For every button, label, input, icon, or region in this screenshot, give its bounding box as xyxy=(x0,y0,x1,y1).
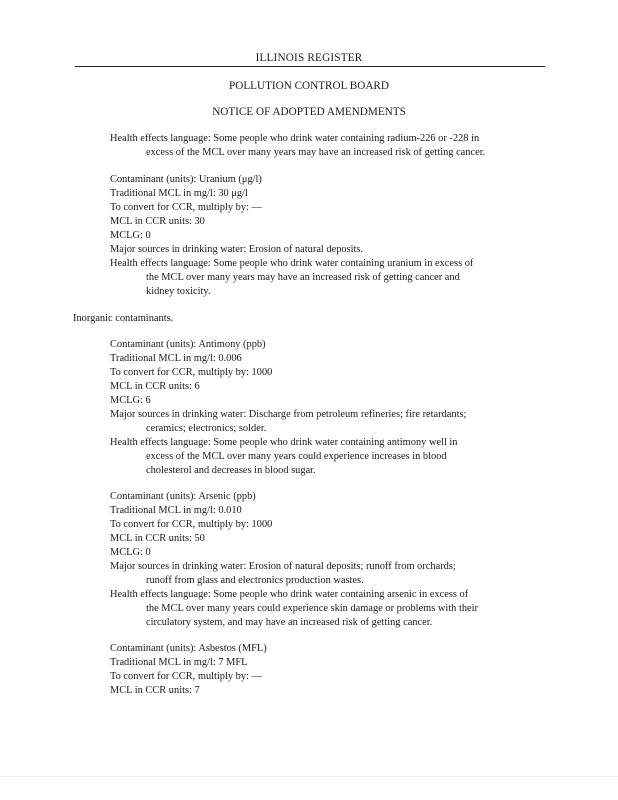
board-title: POLLUTION CONTROL BOARD xyxy=(229,80,389,92)
antimony-contaminant: Contaminant (units): Antimony (ppb) xyxy=(110,339,266,350)
uranium-health-line-3: kidney toxicity. xyxy=(146,286,211,297)
arsenic-contaminant: Contaminant (units): Arsenic (ppb) xyxy=(110,491,256,502)
uranium-mcl-ccr: MCL in CCR units: 30 xyxy=(110,216,205,227)
arsenic-health-line-3: circulatory system, and may have an increased risk of getting cancer. xyxy=(146,617,433,628)
antimony-health-line-1: Health effects language: Some people who drink water containing antimony well in xyxy=(110,437,458,448)
antimony-health-line-2: excess of the MCL over many years could experience increases in blood xyxy=(146,451,447,462)
asbestos-convert: To convert for CCR, multiply by: — xyxy=(110,671,262,682)
antimony-health-line-3: cholesterol and decreases in blood sugar. xyxy=(146,465,316,476)
uranium-mclg: MCLG: 0 xyxy=(110,230,151,241)
asbestos-mcl-ccr: MCL in CCR units: 7 xyxy=(110,685,200,696)
header-rule xyxy=(75,66,545,67)
arsenic-health-line-1: Health effects language: Some people who drink water containing arsenic in excess of xyxy=(110,589,469,600)
uranium-sources: Major sources in drinking water: Erosion of natural deposits. xyxy=(110,244,364,255)
arsenic-sources-line-2: runoff from glass and electronics production wastes. xyxy=(146,575,364,586)
antimony-convert: To convert for CCR, multiply by: 1000 xyxy=(110,367,273,378)
page-bottom-edge xyxy=(0,776,618,777)
uranium-health-line-1: Health effects language: Some people who drink water containing uranium in excess of xyxy=(110,258,474,269)
uranium-convert: To convert for CCR, multiply by: — xyxy=(110,202,262,213)
asbestos-contaminant: Contaminant (units): Asbestos (MFL) xyxy=(110,643,267,654)
radium-health-line-2: excess of the MCL over many years may have an increased risk of getting cancer. xyxy=(146,147,486,158)
antimony-sources-line-1: Major sources in drinking water: Discharge from petroleum refineries; fire retardants; xyxy=(110,409,467,420)
arsenic-sources-line-1: Major sources in drinking water: Erosion of natural deposits; runoff from orchards; xyxy=(110,561,456,572)
antimony-traditional-mcl: Traditional MCL in mg/l: 0.006 xyxy=(110,353,242,364)
arsenic-convert: To convert for CCR, multiply by: 1000 xyxy=(110,519,273,530)
radium-health-line-1: Health effects language: Some people who drink water containing radium-226 or -228 in xyxy=(110,133,480,144)
antimony-mclg: MCLG: 6 xyxy=(110,395,151,406)
arsenic-traditional-mcl: Traditional MCL in mg/l: 0.010 xyxy=(110,505,242,516)
arsenic-mclg: MCLG: 0 xyxy=(110,547,151,558)
notice-title: NOTICE OF ADOPTED AMENDMENTS xyxy=(212,106,406,118)
uranium-traditional-mcl: Traditional MCL in mg/l: 30 μg/l xyxy=(110,188,248,199)
antimony-mcl-ccr: MCL in CCR units: 6 xyxy=(110,381,200,392)
antimony-sources-line-2: ceramics; electronics; solder. xyxy=(146,423,267,434)
uranium-contaminant: Contaminant (units): Uranium (μg/l) xyxy=(110,174,262,185)
register-title: ILLINOIS REGISTER xyxy=(255,52,363,64)
arsenic-mcl-ccr: MCL in CCR units: 50 xyxy=(110,533,205,544)
asbestos-traditional-mcl: Traditional MCL in mg/l: 7 MFL xyxy=(110,657,248,668)
arsenic-health-line-2: the MCL over many years could experience skin damage or problems with their xyxy=(146,603,479,614)
section-heading: Inorganic contaminants. xyxy=(73,313,174,324)
uranium-health-line-2: the MCL over many years may have an increased risk of getting cancer and xyxy=(146,272,460,283)
